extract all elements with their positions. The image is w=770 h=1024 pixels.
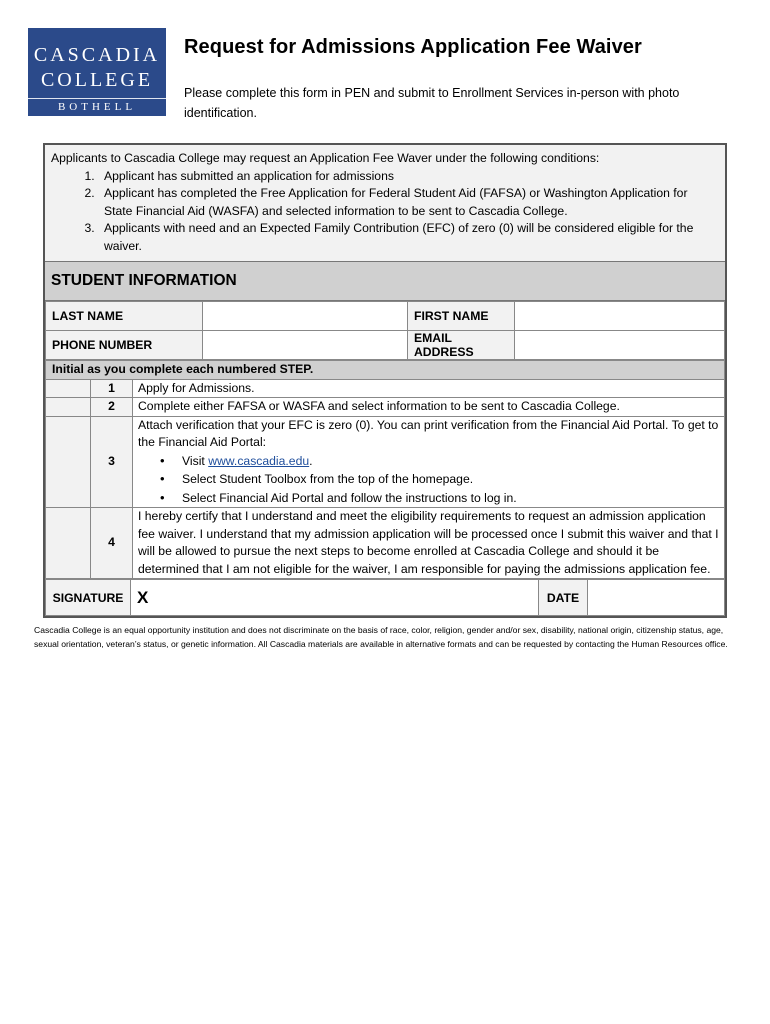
page-title: Request for Admissions Application Fee Waiver: [184, 36, 642, 58]
step-number: 2: [91, 398, 133, 417]
intro-text: Please complete this form in PEN and submit to Enrollment Services in-person with photo identification.: [184, 86, 680, 120]
date-label: DATE: [539, 580, 588, 616]
conditions-box: [45, 145, 725, 262]
step-3-content: [133, 416, 725, 508]
condition-item: 1. Applicant has submitted an application for admissions: [98, 168, 719, 186]
step-number: 4: [91, 508, 133, 579]
student-info-heading: STUDENT INFORMATION: [45, 262, 725, 301]
signature-table: [45, 579, 725, 616]
phone-number-field[interactable]: [203, 331, 408, 360]
logo-line-college: COLLEGE: [40, 69, 154, 91]
steps-heading: Initial as you complete each numbered STEP.: [46, 361, 725, 380]
certification-text: I hereby certify that I understand and meet the eligibility requirements to request an admission application fee waiver. I understand that my admission application will be processed once I submit this waiver and that I will be allowed to pursue the next steps to become enrolled at Cascadia College and should it be determined that I am not eligible for the waiver, I am responsible for paying the admissions application fee.: [133, 508, 725, 579]
logo-line-cascadia: CASCADIA: [33, 44, 161, 66]
email-address-label: EMAIL ADDRESS: [408, 331, 515, 360]
step-text: Apply for Admissions.: [133, 379, 725, 398]
step-initial-field[interactable]: [46, 379, 91, 398]
signature-field[interactable]: [131, 580, 539, 616]
visit-prefix: Visit: [182, 453, 209, 468]
student-info-table: [45, 301, 725, 360]
conditions-list: [98, 168, 719, 256]
portal-instructions-list: [160, 452, 720, 508]
first-name-field[interactable]: [515, 302, 725, 331]
steps-table: [45, 360, 725, 579]
step-number: 1: [91, 379, 133, 398]
last-name-field[interactable]: [203, 302, 408, 331]
step-text: Attach verification that your EFC is zero (0). You can print verification from the Financial Aid Portal. To get to the Financial Aid Portal:: [138, 417, 719, 449]
step-number: 3: [91, 416, 133, 508]
bullet-financial-aid-portal: • Select Financial Aid Portal and follow the instructions to log in.: [160, 489, 720, 508]
signature-x-mark: X: [137, 587, 149, 607]
college-logo: [28, 28, 166, 116]
fee-waiver-form: [43, 143, 727, 618]
logo-line-bothell: BOTHELL: [28, 98, 166, 116]
phone-number-label: PHONE NUMBER: [46, 331, 203, 360]
bullet-student-toolbox: • Select Student Toolbox from the top of the homepage.: [160, 470, 720, 489]
first-name-label: FIRST NAME: [408, 302, 515, 331]
email-address-field[interactable]: [515, 331, 725, 360]
condition-item: 2. Applicant has completed the Free Application for Federal Student Aid (FAFSA) or Washington Application for State Financial Aid (WASFA) and selected information to be sent to Cascadia College.: [98, 185, 719, 220]
signature-label: SIGNATURE: [46, 580, 131, 616]
step-text: Complete either FAFSA or WASFA and select information to be sent to Cascadia College.: [133, 398, 725, 417]
step-initial-field[interactable]: [46, 508, 91, 579]
conditions-lead: Applicants to Cascadia College may request an Application Fee Waver under the following conditions:: [51, 151, 600, 165]
last-name-label: LAST NAME: [46, 302, 203, 331]
cascadia-website-link[interactable]: www.cascadia.edu: [208, 453, 310, 468]
step-initial-field[interactable]: [46, 398, 91, 417]
step-initial-field[interactable]: [46, 416, 91, 508]
equal-opportunity-notice: Cascadia College is an equal opportunity institution and does not discriminate on the basis of race, color, religion, gender and/or sex, disability, national origin, citizenship status, age, sexual orientation, veteran’s status, or genetic information. All Cascadia materials are available in alternative formats and can be requested by contacting the Human Resources office.: [34, 625, 728, 649]
visit-suffix: .: [309, 453, 313, 468]
date-field[interactable]: [588, 580, 725, 616]
condition-item: 3. Applicants with need and an Expected Family Contribution (EFC) of zero (0) will be considered eligible for the waiver.: [98, 220, 719, 255]
bullet-visit: [160, 452, 720, 471]
